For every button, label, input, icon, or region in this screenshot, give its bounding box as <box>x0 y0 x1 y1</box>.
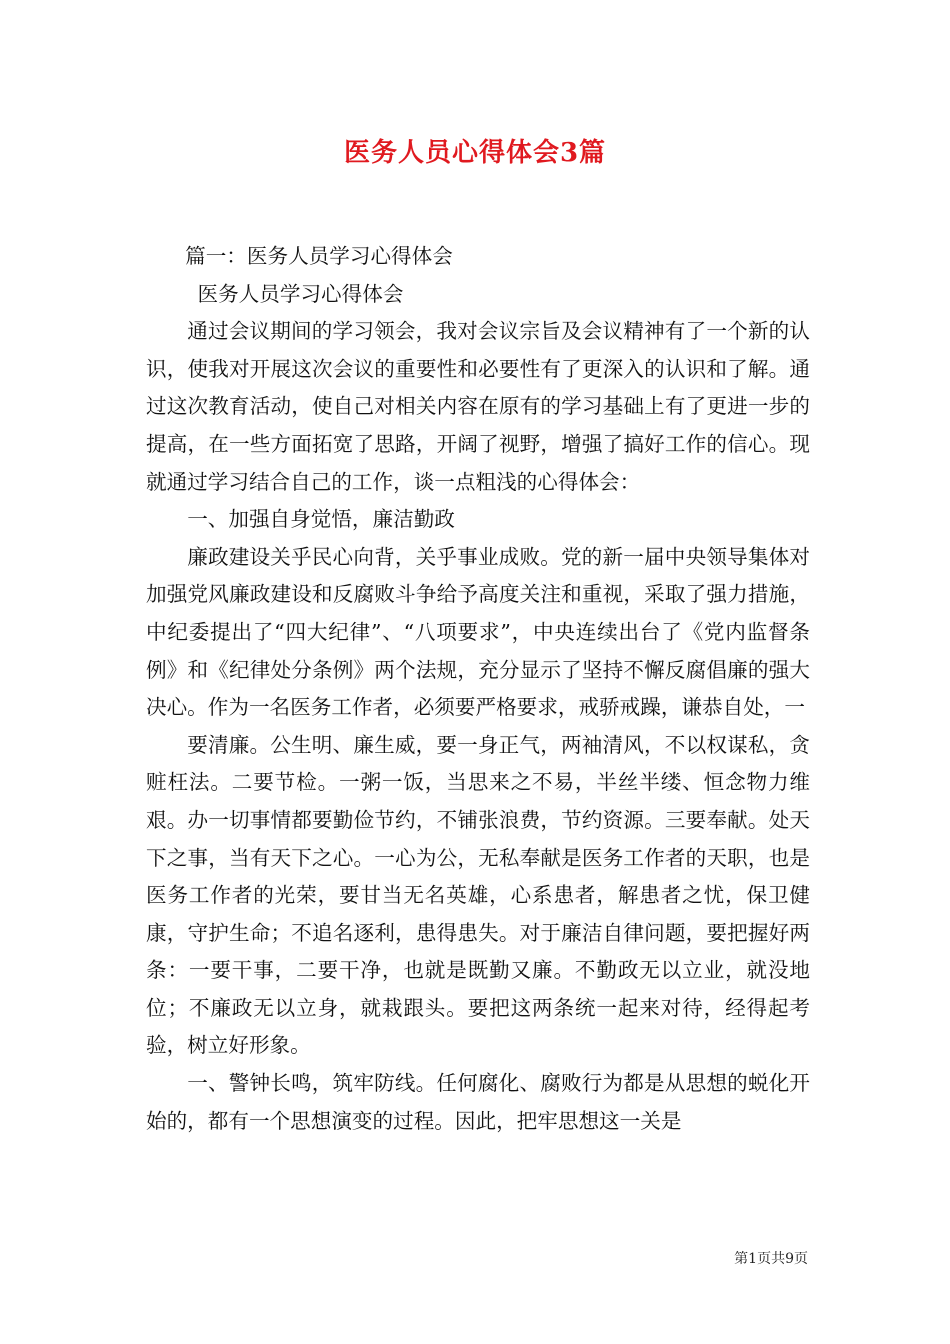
section-heading: 篇一：医务人员学习心得体会 <box>185 244 453 268</box>
document-title: 医务人员心得体会3篇 <box>343 138 607 168</box>
page-number: 第1页共9页 <box>734 1251 808 1267</box>
paragraph: 廉政建设关乎民心向背，关乎事业成败。党的新一届中央领导集体对加强党风廉政建设和反腐败斗争给予高度关注和重视，采取了强力措施，中纪委提出了“四大纪律”、“八项要求”，中央连续出台了《党内监督条例》和《纪律处分条例》两个法规，充分显示了坚持不懈反腐倡廉的强大决心。作为一名医务工作者，必须要严格要求，戒骄戒躁，谦恭自处，一 <box>146 544 810 720</box>
section-subtitle: 医务人员学习心得体会 <box>197 281 404 306</box>
paragraph: 一、警钟长鸣，筑牢防线。任何腐化、腐败行为都是从思想的蜕化开始的，都有一个思想演变的过程。因此，把牢思想这一关是 <box>146 1071 810 1133</box>
paragraph-heading: 一、加强自身觉悟，廉洁勤政 <box>187 507 455 532</box>
paragraph: 要清廉。公生明、廉生威，要一身正气，两袖清风，不以权谋私，贪赃枉法。二要节检。一粥一饭，当思来之不易，半丝半缕、恒念物力维艰。办一切事情都要勤俭节约，不铺张浪费，节约资源。三要奉献。处天下之事，当有天下之心。一心为公，无私奉献是医务工作者的天职，也是医务工作者的光荣，要甘当无名英雄，心系患者，解患者之忧，保卫健康，守护生命；不追名逐利，患得患失。对于廉洁自律问题，要把握好两条：一要干事，二要干净，也就是既勤又廉。不勤政无以立业，就没地位；不廉政无以立身，就栽跟头。要把这两条统一起来对待，经得起考验，树立好形象。 <box>146 732 810 1058</box>
paragraph: 通过会议期间的学习领会，我对会议宗旨及会议精神有了一个新的认识，使我对开展这次会议的重要性和必要性有了更深入的认识和了解。通过这次教育活动，使自己对相关内容在原有的学习基础上有了更进一步的提高，在一些方面拓宽了思路，开阔了视野，增强了搞好工作的信心。现就通过学习结合自己的工作，谈一点粗浅的心得体会： <box>146 319 810 494</box>
document-body <box>146 238 810 1140</box>
